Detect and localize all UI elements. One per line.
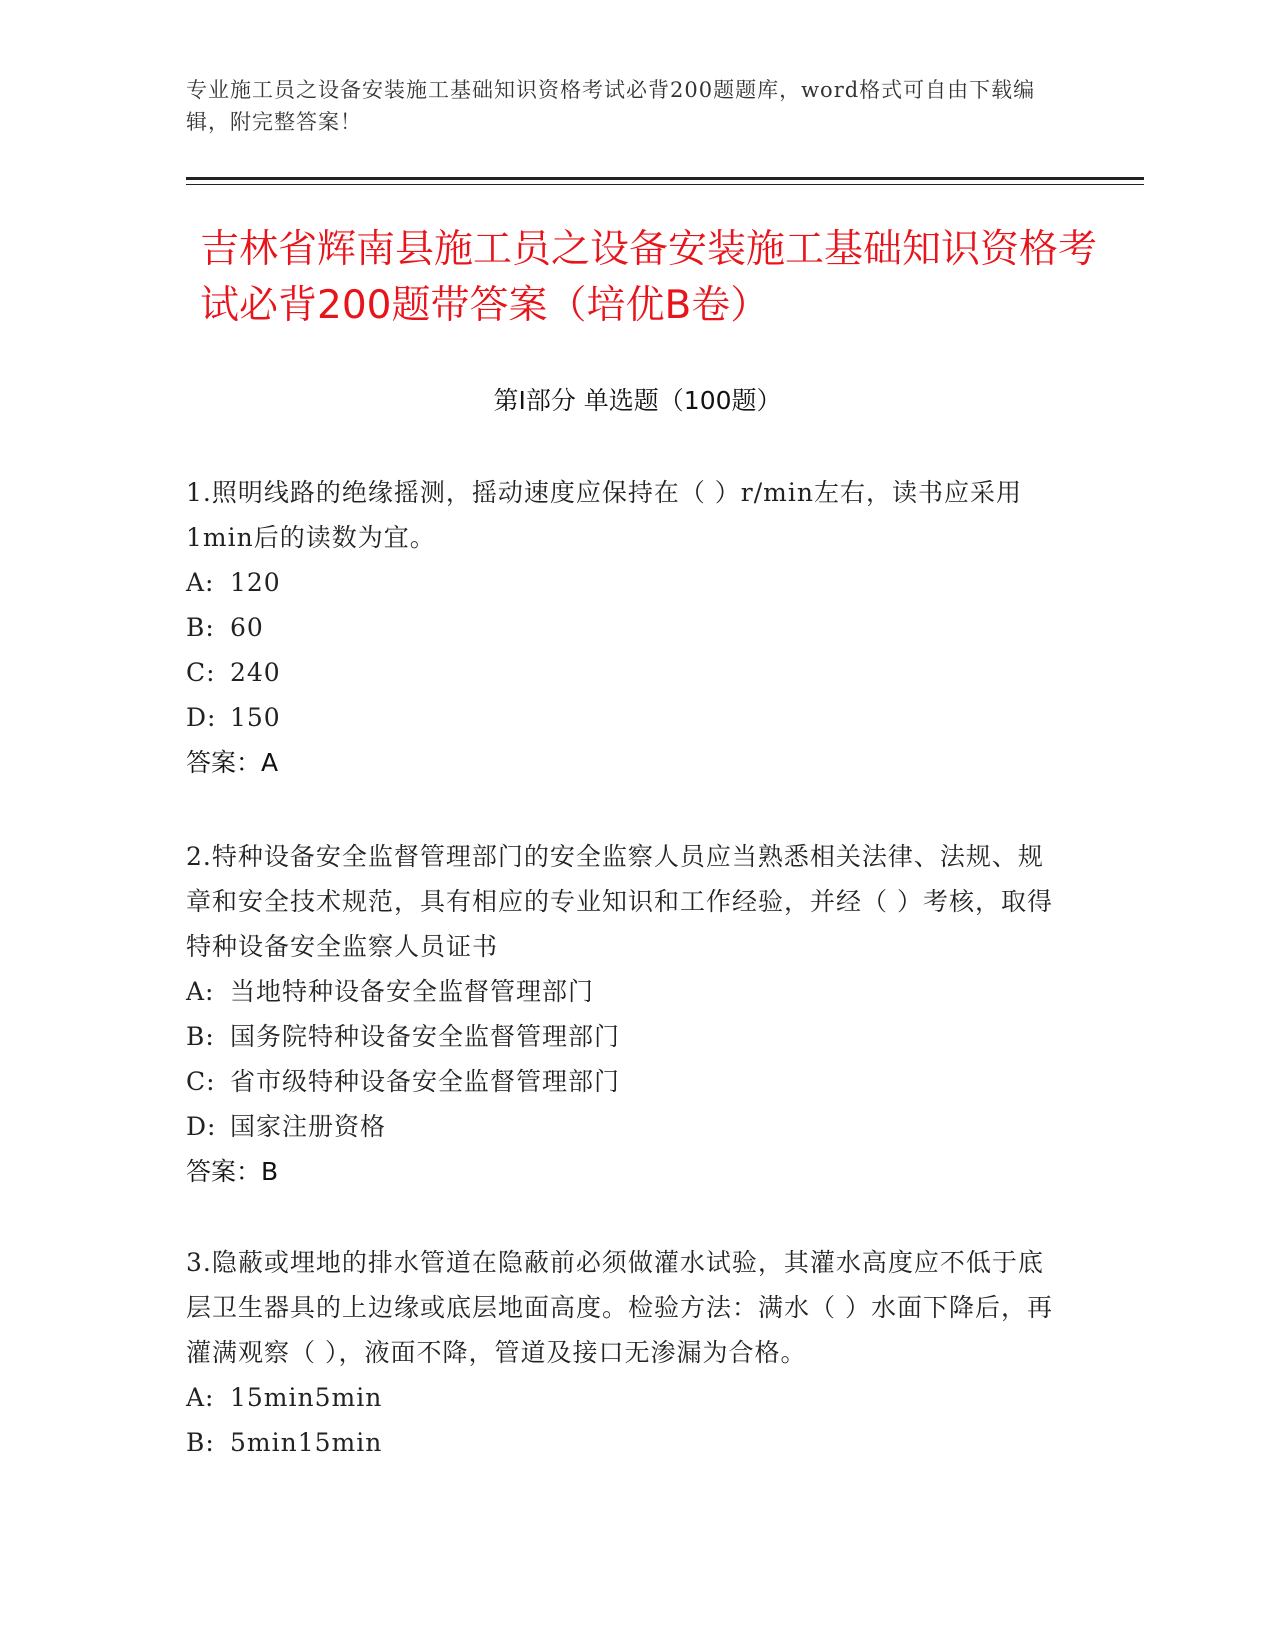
option-key: A:: [186, 1383, 215, 1412]
option-key: A:: [186, 568, 215, 597]
option-value: 当地特种设备安全监督管理部门: [230, 977, 595, 1006]
answer-line: 答案：B: [186, 1157, 279, 1186]
question-3: [186, 1240, 1066, 1465]
option-a: [186, 1375, 1066, 1420]
option-a: [186, 969, 1066, 1014]
option-key: C:: [186, 658, 216, 687]
option-key: C:: [186, 1067, 216, 1096]
option-value: 15min5min: [230, 1383, 383, 1412]
answer-line: 答案：A: [186, 748, 279, 777]
option-b: [186, 605, 1066, 650]
option-key: D:: [186, 1112, 217, 1141]
option-b: [186, 1420, 1066, 1465]
question-text: 2.特种设备安全监督管理部门的安全监察人员应当熟悉相关法律、法规、规章和安全技术规范，具有相应的专业知识和工作经验，并经（ ）考核，取得特种设备安全监察人员证书: [186, 842, 1053, 961]
question-text: 1.照明线路的绝缘摇测，摇动速度应保持在（ ）r/min左右，读书应采用1min后的读数为宜。: [186, 478, 1022, 552]
option-key: D:: [186, 703, 217, 732]
option-b: [186, 1014, 1066, 1059]
option-a: [186, 560, 1066, 605]
option-c: [186, 1059, 1066, 1104]
option-key: B:: [186, 1022, 215, 1051]
option-value: 60: [230, 613, 264, 642]
option-value: 国务院特种设备安全监督管理部门: [230, 1022, 621, 1051]
option-value: 120: [230, 568, 281, 597]
section-title: 第Ⅰ部分 单选题（100题）: [493, 386, 782, 415]
question-2: [186, 834, 1066, 1194]
option-d: [186, 1104, 1066, 1149]
header-divider-thin: [186, 184, 1144, 185]
option-value: 5min15min: [230, 1428, 383, 1457]
question-1: [186, 470, 1066, 785]
option-value: 省市级特种设备安全监督管理部门: [230, 1067, 621, 1096]
option-key: B:: [186, 613, 215, 642]
option-key: B:: [186, 1428, 215, 1457]
option-c: [186, 650, 1066, 695]
option-d: [186, 695, 1066, 740]
option-value: 240: [230, 658, 281, 687]
question-text: 3.隐蔽或埋地的排水管道在隐蔽前必须做灌水试验，其灌水高度应不低于底层卫生器具的上边缘或底层地面高度。检验方法：满水（ ）水面下降后，再灌满观察（ ），液面不降，管道及接口无渗漏为合格。: [186, 1248, 1053, 1367]
option-key: A:: [186, 977, 215, 1006]
header-note: 专业施工员之设备安装施工基础知识资格考试必背200题题库，word格式可自由下载编辑，附完整答案！: [186, 78, 1036, 134]
option-value: 国家注册资格: [230, 1112, 387, 1141]
option-value: 150: [230, 703, 281, 732]
document-title: 吉林省辉南县施工员之设备安装施工基础知识资格考试必背200题带答案（培优B卷）: [200, 227, 1098, 328]
header-divider-thick: [186, 177, 1144, 180]
